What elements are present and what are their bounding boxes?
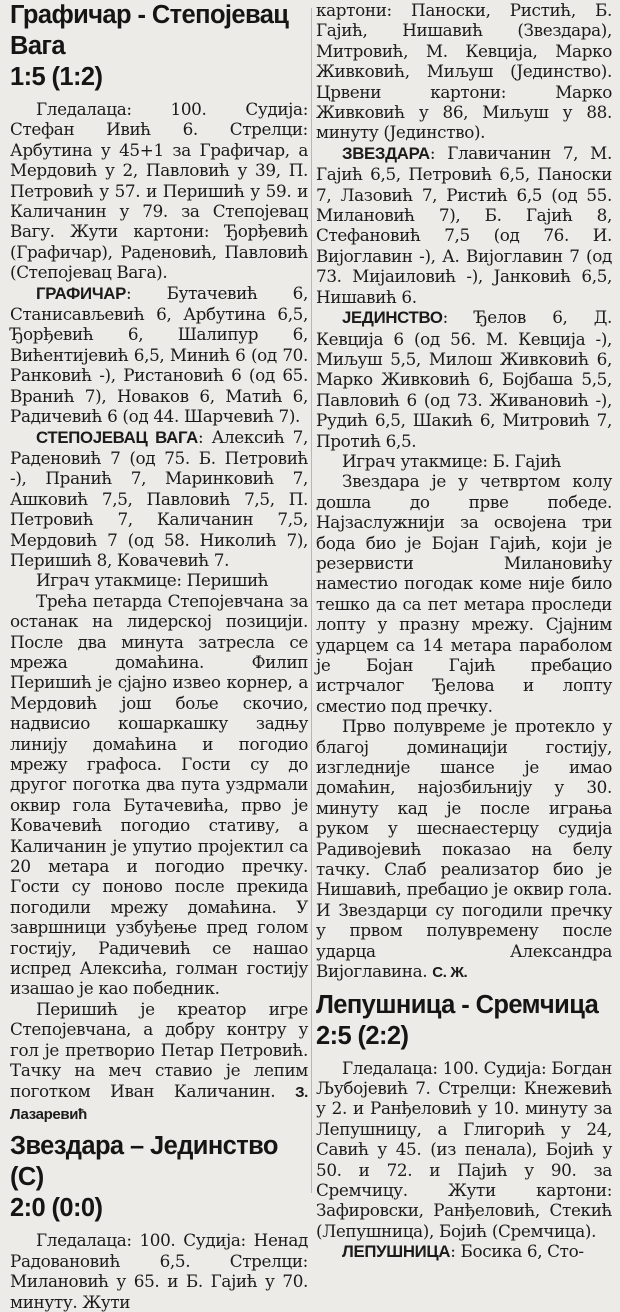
lineup-text: : Ђелов 6, Д. Кевција 6 (од 56. М. Кевција -), Миљуш 5,5, Милош Живковић 6, Марко Живковић 6, Бојбаша 5,5, Павловић 6 (од 73. Живановић -), Рудић 6,5, Шакић 6, Митровић 7, Протић 6,5. [316, 307, 612, 451]
lineup-text: : Босика 6, Сто- [450, 1241, 584, 1262]
match1-info: Гледалаца: 100. Судија: Стефан Ивић 6. Стрелци: Арбутина у 45+1 за Графичар, а Мердовић у 2, Павловић у 39, П. Петровић у 57. и Перишић у 59. и Каличанин у 79. за Степојевац Вагу. Жути картони: Ђорђевић (Графичар), Раденовић, Павловић (Степојевац Вага). [10, 99, 308, 283]
match2-player-of-match: Играч утакмице: Б. Гајић [342, 450, 562, 471]
report-text: Перишић је креатор игре Степојевчана, а добру контру у гол је претворио Петар Петровић. Тачку на меч ставио је лепим поготком Иван Каличанин. [10, 998, 308, 1101]
match3-teams: Лепушница - Сремчица [316, 990, 599, 1019]
match1-report-para1: Трећа петарда Степојевчана за останак на лидерској позицији. После два минута затресла се мрежа домаћина. Филип Перишић је сјајно извео корнер, а Мердовић још боље скочио, надвисио кошаркашку задњу линију домаћина и погодио мрежу графоса. Гости су до другог поготка два пута уздрмали оквир гола Бутачевића, прво је Ковачевић погодио стативу, а Каличанин је упутио пројектил са 20 метара и погодио пречку. Гости су поново после прекида погодили мрежу домаћина. У завршници узбуђење пред голом гостију, Радичевић се нашао испред Алексића, голман гостију изашао је као победник. [10, 590, 308, 999]
match2-title [10, 1131, 308, 1224]
match3-title [316, 990, 612, 1052]
team-name-lepushnica: ЛЕПУШНИЦА [342, 1242, 451, 1262]
lineup-text: : Главичанин 7, М. Гајић 6,5, Петровић 6,5, Паноски 7, Лазовић 7, Ристић 6,5 (од 55. Милановић 7), Б. Гајић 8, Стефановић 7,5 (од 76. И. Вијоглавин -), А. Вијоглавин 7 (од 73. Мијаиловић -), Јанковић 6,5, Нишавић 6. [316, 142, 612, 307]
team-name-jedinstvo: ЈЕДИНСТВО [342, 308, 443, 328]
lineup-text: : Алексић 7, Раденовић 7 (од 75. Б. Петровић -), Пранић 7, Маринковић 7, Ашковић 7,5, Павловић 7,5, П. Петровић 7, Каличанин 7,5, Мердовић 7 (од 58. Николић 7), Перишић 8, Ковачевић 7. [10, 426, 308, 570]
match2-author: С. Ж. [432, 964, 468, 982]
match2-report-para2 [316, 716, 612, 983]
match1-lineup-home [10, 283, 308, 427]
match2-lineup-home [316, 143, 612, 307]
match1-author: З. Лазаревић [10, 1083, 308, 1123]
match3-lineup-home [316, 1241, 612, 1262]
left-column [10, 0, 308, 1312]
match1-player-of-match: Играч утакмице: Перишић [36, 570, 269, 591]
lineup-text: : Бутачевић 6, Станисављевић 6, Арбутина 6,5, Ђорђевић 6, Шалипур 6, Вићентијевић 6,5, Минић 6 (од 70. Ранковић -), Ристановић 6 (од 65. Вранић 7), Новаков 6, Матић 6, Радичевић 6 (од 44. Шарчевић 7). [10, 282, 308, 427]
match3-score: 2:5 (2:2) [316, 1021, 409, 1050]
match1-teams: Графичар - Степојевац Вага [10, 1, 289, 60]
report-text: Прво полувреме је протекло у благој доминацији гостију, изгледније шансе је имао домаћин, најозбиљнију у 30. минуту кад је после играња руком у шеснаестерцу судија Радивојевић показао на белу тачку. Слаб реализатор био је Нишавић, пребацио је оквир гола. И Звездарци су погодили пречку у првом полувремену после ударца Александра Вијоглавина. [316, 716, 612, 982]
match1-score: 1:5 (1:2) [10, 63, 103, 91]
team-name-stepojevac: СТЕПОЈЕВАЦ ВАГА [36, 427, 198, 447]
match3-info: Гледалаца: 100. Судија: Богдан Љубојевић 7. Стрелци: Кнежевић у 2. и Ранђеловић у 10. минуту за Лепушницу, а Глигорић у 24, Савић у 45. (из пенала), Бојић у 50. и 72. и Пајић у 90. за Сремчицу. Жути картони: Зафировски, Ранђеловић, Стекић (Лепушница), Бојић (Сремчица). [316, 1057, 612, 1241]
match2-score: 2:0 (0:0) [10, 1194, 103, 1223]
match2-info-cont: картони: Паноски, Ристић, Б. Гајић, Нишавић (Звездара), Митровић, М. Кевција, Марко Живковић, Миљуш (Јединство). Црвени картони: Марко Живковић у 86, Миљуш у 88. минуту (Јединство). [316, 0, 612, 143]
match2-info-start: Гледалаца: 100. Судија: Ненад Радовановић 6,5. Стрелци: Милановић у 65. и Б. Гајић у 70. минуту. Жути [10, 1230, 308, 1312]
match2-report-para1: Звездара је у четвртом колу дошла до прве победе. Најзаслужнији за освојена три бода био је Бојан Гајић, који је резервисти Милановићу наместио погодак коме није било тешко да са пет метара проследи лопту у празну мрежу. Сјајним ударцем са 14 метара параболом је Бојан Гајић пребацио истрчалог Ђелова и лопту сместио под пречку. [316, 471, 612, 716]
column-divider [311, 8, 312, 1193]
match2-teams: Звездара – Јединство (С) [10, 1132, 278, 1192]
match1-report-para2 [10, 999, 308, 1125]
right-column [316, 0, 612, 1262]
team-name-grafichar: ГРАФИЧАР [36, 283, 127, 303]
match2-lineup-away [316, 307, 612, 451]
match1-title [10, 0, 308, 93]
match1-lineup-away [10, 427, 308, 571]
team-name-zvezdara: ЗВЕЗДАРА [342, 143, 430, 163]
